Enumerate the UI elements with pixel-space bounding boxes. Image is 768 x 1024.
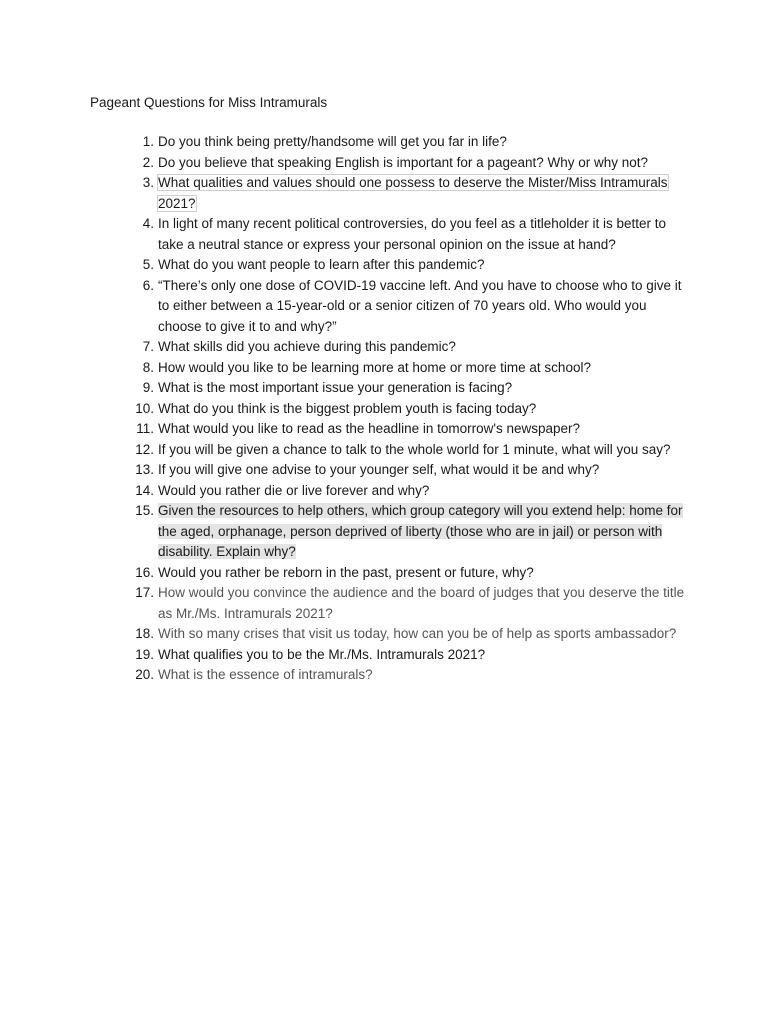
question-text: Do you think being pretty/handsome will get you far in life? [158, 134, 507, 149]
question-text: Do you believe that speaking English is important for a pageant? Why or why not? [158, 154, 649, 170]
list-item [128, 624, 688, 645]
question-number: 8. [142, 359, 154, 375]
question-number: 1. [142, 134, 154, 149]
question-text [158, 501, 688, 563]
question-number: 13. [135, 462, 154, 477]
question-text: Would you rather be reborn in the past, present or future, why? [158, 564, 534, 580]
question-text: What skills did you achieve during this pandemic? [158, 339, 456, 354]
question-text: With so many crises that visit us today, how can you be of help as sports ambassador? [158, 626, 677, 641]
question-number: 9. [142, 380, 154, 395]
question-number: 5. [142, 257, 154, 272]
list-item [128, 378, 688, 399]
list-item [128, 440, 688, 461]
list-item [128, 665, 688, 686]
list-item [128, 214, 688, 255]
list-item [128, 153, 688, 174]
question-text: “There’s only one dose of COVID-19 vaccine left. And you have to choose who to give it to either between a 15-year-old or a senior citizen of 70 years old. Who would you choose to give it to and why?” [158, 277, 682, 334]
question-text: What qualifies you to be the Mr./Ms. Intramurals 2021? [158, 646, 486, 662]
question-text: How would you convince the audience and the board of judges that you deserve the title as Mr./Ms. Intramurals 2021? [158, 585, 685, 621]
list-item [128, 132, 688, 153]
list-item [128, 276, 688, 338]
list-item [128, 583, 688, 624]
list-item [128, 399, 688, 420]
question-text: If you will be given a chance to talk to the whole world for 1 minute, what will you say? [158, 441, 671, 457]
question-text: What is the most important issue your generation is facing? [158, 380, 513, 395]
question-number: 12. [135, 441, 154, 457]
list-item [128, 337, 688, 358]
question-number: 2. [142, 154, 154, 170]
question-number: 18. [135, 626, 154, 641]
question-text: If you will give one advise to your younger self, what would it be and why? [158, 462, 600, 477]
question-text [158, 173, 688, 214]
question-number: 7. [142, 339, 154, 354]
question-number: 16. [135, 564, 154, 580]
question-number: 17. [135, 585, 154, 600]
highlighted-question-text: Given the resources to help others, which group category will you extend help: home for the aged, orphanage, person deprived of liberty (those who are in jail) or person with disability. Explain why? [158, 503, 683, 559]
list-item [128, 173, 688, 214]
question-list [128, 132, 688, 686]
question-text: How would you like to be learning more at home or more time at school? [158, 359, 591, 375]
list-item [128, 563, 688, 584]
question-text: What would you like to read as the headline in tomorrow's newspaper? [158, 421, 581, 436]
question-text: Would you rather die or live forever and why? [158, 482, 430, 498]
list-item [128, 501, 688, 563]
list-item [128, 481, 688, 502]
question-number: 3. [142, 175, 154, 190]
question-number: 4. [142, 216, 154, 231]
list-item [128, 358, 688, 379]
list-item [128, 255, 688, 276]
boxed-question-text: What qualities and values should one possess to deserve the Mister/Miss Intramurals 2021? [158, 175, 668, 211]
question-number: 20. [135, 667, 154, 682]
question-text: In light of many recent political controversies, do you feel as a titleholder it is better to take a neutral stance or express your personal opinion on the issue at hand? [158, 216, 667, 252]
list-item [128, 645, 688, 666]
question-number: 11. [136, 421, 154, 436]
question-number: 10. [135, 400, 154, 416]
document-title: Pageant Questions for Miss Intramurals [90, 95, 328, 110]
question-text: What do you want people to learn after this pandemic? [158, 257, 485, 272]
question-number: 15. [135, 503, 154, 518]
question-text: What is the essence of intramurals? [158, 667, 373, 682]
list-item [128, 419, 688, 440]
question-text: What do you think is the biggest problem youth is facing today? [158, 400, 537, 416]
list-item [128, 460, 688, 481]
question-number: 19. [135, 646, 154, 662]
question-number: 14. [135, 482, 154, 498]
question-number: 6. [142, 277, 154, 293]
